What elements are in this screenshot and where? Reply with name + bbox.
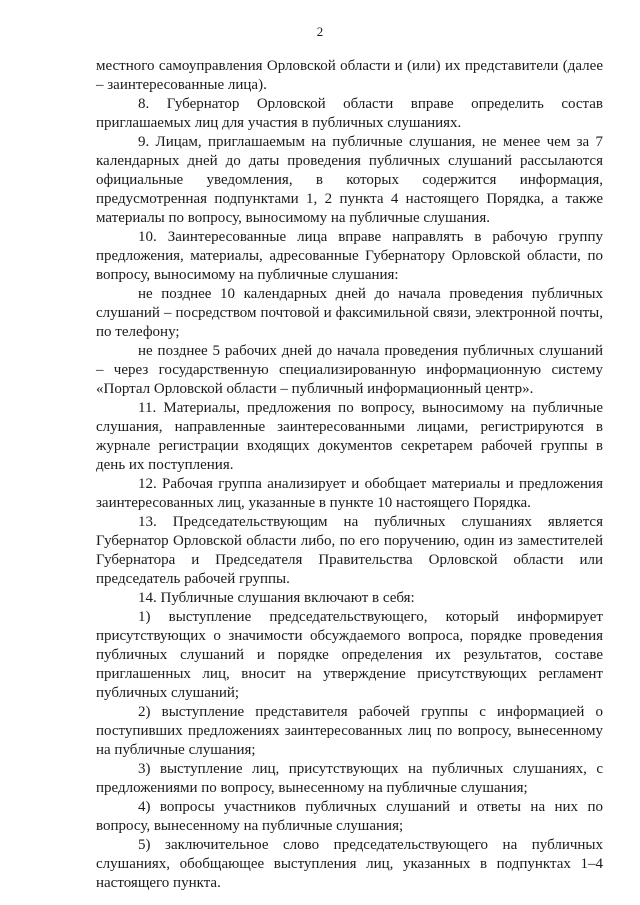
paragraph-10-item-2: не позднее 5 рабочих дней до начала проведения публичных слушаний – через государственную специализированную информационную систему «Портал Орловской области – публичный информационный центр». [96, 343, 603, 397]
paragraph-14-item-4: 4) вопросы участников публичных слушаний и ответы на них по вопросу, вынесенному на публичные слушания; [96, 799, 603, 834]
paragraph-12: 12. Рабочая группа анализирует и обобщает материалы и предложения заинтересованных лиц, указанные в пункте 10 настоящего Порядка. [96, 476, 603, 511]
page-number: 2 [316, 24, 324, 39]
paragraph-14: 14. Публичные слушания включают в себя: [138, 590, 415, 606]
paragraph-continuation: местного самоуправления Орловской области и (или) их представители (далее – заинтересованные лица). [96, 58, 603, 93]
paragraph-14-item-3: 3) выступление лиц, присутствующих на публичных слушаниях, с предложениями по вопросу, вынесенному на публичные слушания; [96, 761, 603, 796]
paragraph-9: 9. Лицам, приглашаемым на публичные слушания, не менее чем за 7 календарных дней до даты проведения публичных слушаний рассылаются официальные уведомления, в которых содержится информация, предусмотренная подпунктами 1, 2 пункта 4 настоящего Порядка, а также материалы по вопросу, выносимому на публичные слушания. [96, 134, 603, 226]
paragraph-14-item-5: 5) заключительное слово председательствующего на публичных слушаниях, обобщающее выступления лиц, указанных в подпунктах 1–4 настоящего пункта. [96, 837, 603, 891]
paragraph-14-item-2: 2) выступление представителя рабочей группы с информацией о поступивших предложениях заинтересованных лиц по вопросу, вынесенному на публичные слушания; [96, 704, 603, 758]
paragraph-8: 8. Губернатор Орловской области вправе определить состав приглашаемых лиц для участия в публичных слушаниях. [96, 96, 603, 131]
document-body [96, 57, 603, 893]
paragraph-10-item-1: не позднее 10 календарных дней до начала проведения публичных слушаний – посредством почтовой и факсимильной связи, электронной почты, по телефону; [96, 286, 603, 340]
paragraph-14-item-1: 1) выступление председательствующего, который информирует присутствующих о значимости обсуждаемого вопроса, порядке проведения публичных слушаний и порядке определения их результатов, составе приглашенных лиц, вносит на утверждение присутствующих регламент публичных слушаний; [96, 609, 603, 701]
paragraph-11: 11. Материалы, предложения по вопросу, выносимому на публичные слушания, направленные заинтересованными лицами, регистрируются в журнале регистрации входящих документов секретарем рабочей группы в день их поступления. [96, 400, 603, 473]
paragraph-13: 13. Председательствующим на публичных слушаниях является Губернатор Орловской области либо, по его поручению, один из заместителей Губернатора и Председателя Правительства Орловской области или председатель рабочей группы. [96, 514, 603, 587]
paragraph-10: 10. Заинтересованные лица вправе направлять в рабочую группу предложения, материалы, адресованные Губернатору Орловской области, по вопросу, выносимому на публичные слушания: [96, 229, 603, 283]
